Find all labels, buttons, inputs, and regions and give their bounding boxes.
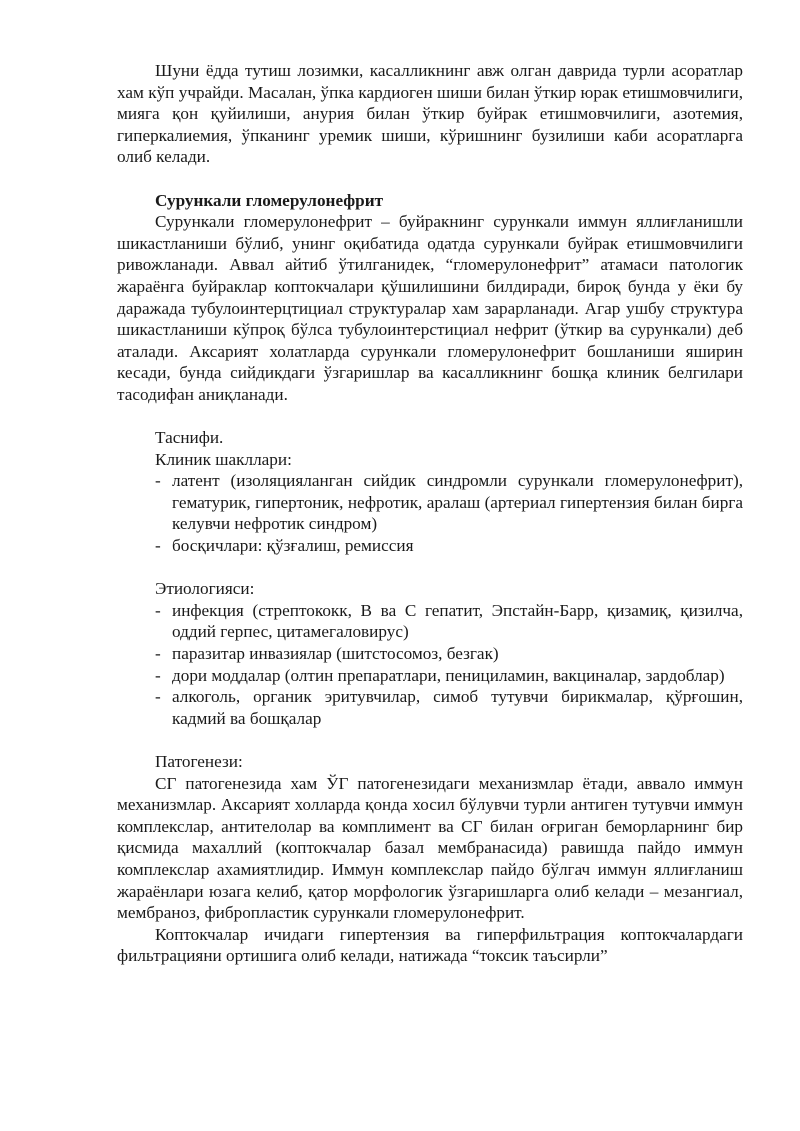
bullet-dash: - bbox=[155, 600, 161, 620]
pathogenesis-title: Патогенези: bbox=[155, 752, 243, 771]
bullet-dash: - bbox=[155, 644, 161, 664]
section-heading: Сурункали гломерулонефрит bbox=[155, 190, 384, 210]
spacer bbox=[117, 557, 743, 579]
list-item-text: алкоголь, органик эритувчилар, симоб тутувчи бирикмалар, қўрғошин, кадмий ва бошқалар bbox=[172, 687, 743, 728]
list-item-text: дори моддалар (олтин препаратлари, пенициламин, вакциналар, зардоблар) bbox=[172, 665, 725, 685]
pathogenesis-paragraph-1: СГ патогенезида хам ЎГ патогенезидаги механизмлар ётади, аввало иммун механизмлар. Аксарият холларда қонда хосил бўлувчи турли антиген тутувчи иммун комплекслар, антителолар ва комплимент ва СГ билан оғриган беморларнинг бир қисмида махаллий (коптокчалар базал мембранасида) равишда пайдо иммун комплекслар ахамиятлидир. Иммун комплекслар пайдо бўлгач иммун яллиғланиш жараёнлари юзага келиб, қатор морфологик ўзгаришларга олиб келади – мезангиал, мембраноз, фибропластик сурункали гломерулонефрит. bbox=[117, 773, 743, 923]
list-item-text: паразитар инвазиялар (шитстосомоз, безгак) bbox=[172, 644, 499, 664]
classification-title: Таснифи. bbox=[155, 428, 224, 448]
spacer bbox=[117, 406, 743, 428]
classification-list bbox=[117, 470, 743, 556]
spacer bbox=[117, 168, 743, 190]
list-item-text: инфекция (стрептококк, В ва С гепатит, Эпстайн-Барр, қизамиқ, қизилча, оддий герпес, цитамегаловирус) bbox=[172, 600, 743, 642]
list-item bbox=[155, 686, 743, 729]
etiology-title: Этиологияси: bbox=[155, 579, 255, 599]
bullet-dash: - bbox=[155, 471, 161, 491]
list-item bbox=[155, 600, 743, 643]
pathogenesis-paragraph-2: Коптокчалар ичидаги гипертензия ва гиперфильтрация коптокчалардаги фильтрацияни ортишига олиб келади, натижада “токсик таъсирли” bbox=[117, 924, 743, 966]
spacer bbox=[117, 729, 743, 751]
bullet-dash: - bbox=[155, 665, 161, 685]
list-item bbox=[155, 535, 743, 557]
list-item-text: босқичлари: қўзғалиш, ремиссия bbox=[172, 536, 414, 556]
section-paragraph: Сурункали гломерулонефрит – буйракнинг сурункали иммун яллиғланишли шикастланиши бўлиб, унинг оқибатида одатда сурункали буйрак етишмовчилиги ривожланади. Аввал айтиб ўтилганидек, “гломерулонефрит” атамаси патологик жараёнга буйраклар коптокчалари қўшилишини билдиради, бироқ бунда у ёки бу даражада тубулоинтерцтициал структуралар хам зарарланади. Агар ушбу структура шикастланиши кўпроқ бўлса тубулоинтерстициал нефрит (ўткир ва сурункали) деб аталади. Аксарият холатларда сурункали гломерулонефрит бошланиши яширин кесади, бунда сийдикдаги ўзгаришлар ва касалликнинг бошқа клиник белгилари тасодифан аниқланади. bbox=[117, 212, 743, 404]
bullet-dash: - bbox=[155, 536, 161, 556]
etiology-list bbox=[117, 600, 743, 730]
list-item bbox=[155, 470, 743, 535]
bullet-dash: - bbox=[155, 687, 161, 707]
list-item-text: латент (изоляцияланган сийдик синдромли сурункали гломерулонефрит), гематурик, гипертоник, нефротик, аралаш (артериал гипертензия билан бирга келувчи нефротик синдром) bbox=[172, 471, 743, 534]
list-item bbox=[155, 665, 743, 687]
intro-paragraph: Шуни ёдда тутиш лозимки, касалликнинг авж олган даврида турли асоратлар хам кўп учрайди. Масалан, ўпка кардиоген шиши билан ўткир юрак етишмовчилиги, мияга қон қуйилиши, анурия билан ўткир буйрак етишмовчилиги, азотемия, гиперкалиемия, ўпканинг уремик шиши, кўришнинг бузилиши каби асоратларга олиб келади. bbox=[117, 61, 743, 167]
list-item bbox=[155, 643, 743, 665]
classification-subtitle: Клиник шакллари: bbox=[155, 449, 292, 469]
